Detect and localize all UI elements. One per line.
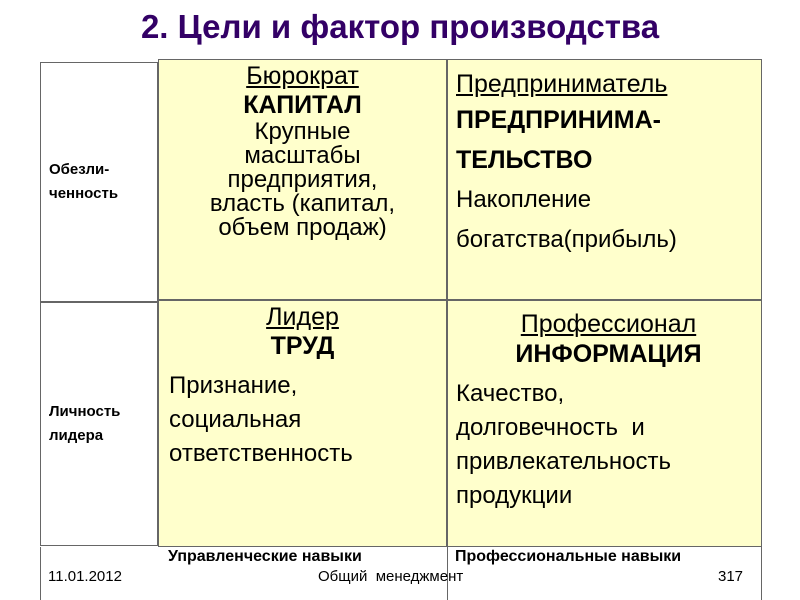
desc-line: Накопление — [456, 186, 592, 213]
page-number: 317 — [718, 568, 744, 585]
quadrant-leader — [158, 300, 447, 547]
role-title: Предприниматель — [456, 70, 668, 98]
factor-title: ТРУД — [270, 332, 335, 360]
footer-course: Общий менеджмент — [318, 568, 464, 585]
desc-block — [159, 369, 446, 471]
row-label-text: Личность лидера — [49, 403, 121, 444]
desc-line: продукции — [456, 482, 573, 509]
desc-line: Качество, — [456, 380, 565, 407]
professional-skills-label: Профессиональные навыки — [455, 548, 682, 565]
managerial-skills-label: Управленческие навыки — [168, 548, 362, 565]
desc-line: предприятия, — [227, 166, 378, 193]
desc-line: ответственность — [169, 440, 353, 467]
desc-block — [456, 377, 761, 513]
row-label-leader-personality — [40, 302, 158, 546]
desc-line: привлекательность — [456, 448, 672, 475]
quadrant-professional — [447, 300, 762, 547]
quadrant-bureaucrat — [158, 59, 447, 300]
role-title: Профессионал — [520, 310, 697, 338]
footer-date: 11.01.2012 — [48, 568, 122, 585]
desc-line: Признание, — [169, 372, 298, 399]
row-label-text: Обезли- ченность — [49, 161, 119, 202]
role-title: Лидер — [266, 303, 339, 331]
factor-title: КАПИТАЛ — [243, 91, 362, 119]
desc-line: богатства(прибыль) — [456, 226, 677, 253]
row-label-impersonal — [40, 62, 158, 302]
desc-line: масштабы — [244, 142, 361, 169]
slide-title: 2. Цели и фактор производства — [140, 8, 660, 45]
factor-title: ПРЕДПРИНИМА- — [456, 106, 661, 134]
factor-title: ТЕЛЬСТВО — [456, 146, 593, 174]
desc-line: Крупные — [254, 118, 351, 145]
desc-line: власть (капитал, — [209, 190, 396, 217]
role-title: Бюрократ — [246, 62, 359, 90]
desc-line: долговечность и — [456, 414, 645, 441]
factor-title: ИНФОРМАЦИЯ — [515, 340, 702, 368]
quadrant-entrepreneur — [447, 59, 762, 300]
desc-line: социальная — [169, 406, 302, 433]
desc-line: объем продаж) — [218, 214, 387, 241]
